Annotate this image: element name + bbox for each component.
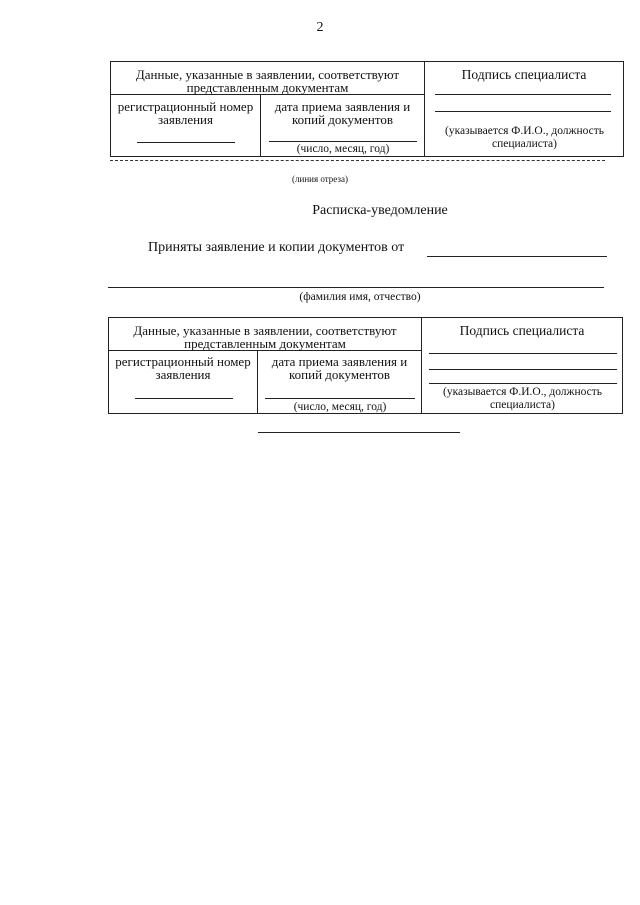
signature-title: Подпись специалиста: [461, 67, 587, 82]
bottom-signature-line: [258, 432, 460, 433]
cut-line-caption: (линия отреза): [292, 174, 348, 184]
signature-line: [429, 353, 617, 354]
reg-number-label: регистрационный номер заявления: [115, 354, 251, 382]
form-table-bottom: [108, 317, 623, 414]
date-line: [265, 398, 415, 399]
signature-caption: (указывается Ф.И.О., должность специалиста): [442, 386, 603, 411]
form-header: Данные, указанные в заявлении, соответствуют представленным документам: [111, 62, 425, 95]
signature-line: [429, 383, 617, 384]
fio-caption: (фамилия имя, отчество): [299, 291, 421, 303]
date-label: дата приема заявления и копий документов: [274, 99, 411, 127]
date-caption: (число, месяц, год): [296, 143, 390, 155]
form-table-top: [110, 61, 624, 157]
date-label: дата приема заявления и копий документов: [271, 354, 408, 382]
date-cell: [258, 351, 422, 414]
fio-line: [108, 287, 604, 288]
signature-line: [435, 111, 611, 112]
reg-number-label: регистрационный номер заявления: [117, 99, 254, 127]
date-caption: (число, месяц, год): [293, 401, 387, 413]
signature-title: Подпись специалиста: [459, 323, 585, 338]
signature-line: [435, 94, 611, 95]
signature-caption: (указывается Ф.И.О., должность специалиста): [444, 125, 605, 150]
signature-cell: [422, 318, 623, 414]
reg-number-cell: [109, 351, 258, 414]
accepted-text: Приняты заявление и копии документов от: [148, 240, 405, 255]
reg-number-cell: [111, 95, 261, 157]
reg-number-line: [137, 142, 235, 143]
reg-number-line: [135, 398, 233, 399]
form-header: Данные, указанные в заявлении, соответствуют представленным документам: [109, 318, 422, 351]
date-line: [269, 141, 417, 142]
date-cell: [261, 95, 425, 157]
signature-cell: [425, 62, 624, 157]
page-number: 2: [316, 20, 324, 35]
applicant-line: [427, 256, 607, 257]
cut-line: [110, 160, 605, 161]
signature-line: [429, 369, 617, 370]
receipt-title: Расписка-уведомление: [312, 203, 448, 218]
